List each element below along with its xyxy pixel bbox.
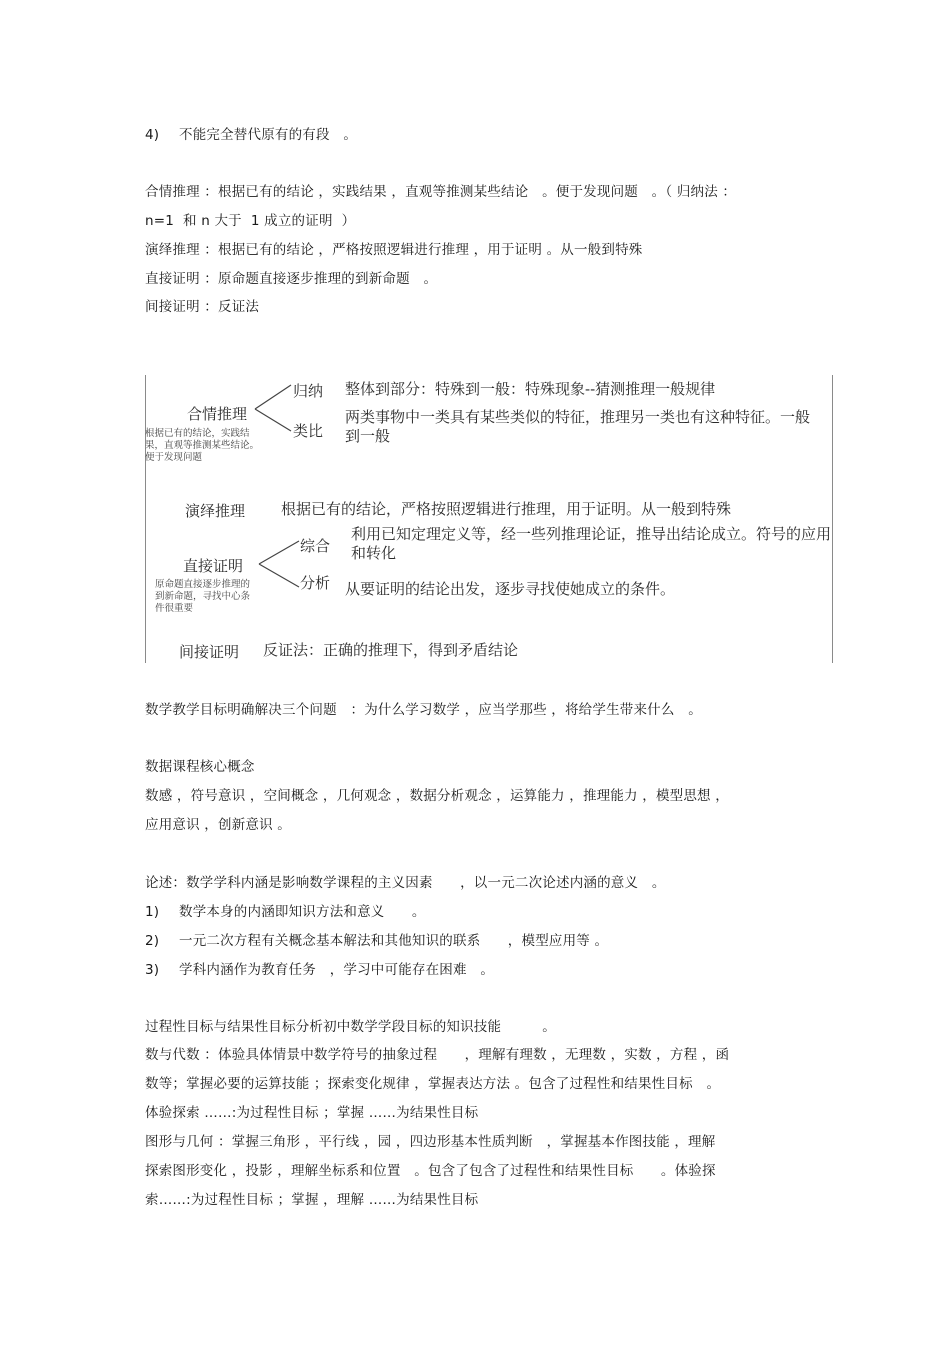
essay-item-3-number: 3) — [145, 962, 160, 978]
essay-item-2-number: 2) — [145, 933, 160, 949]
essay-item-3-text: 学科内涵作为教育任务 ，学习中可能存在困难 。 — [179, 962, 495, 978]
leibi-desc: 两类事物中一类具有某些类似的特征，推理另一类也有这种特征。一般到一般 — [345, 408, 811, 445]
core-title: 数据课程核心概念 — [145, 759, 255, 775]
process-line-6: 索……:为过程性目标 ；掌握 ，理解 ……为结果性目标 — [145, 1192, 479, 1208]
heqing-brace — [253, 379, 293, 439]
essay-item-3 — [145, 961, 494, 979]
item-4 — [145, 126, 357, 144]
reasoning-diagram — [145, 375, 833, 663]
jianjie-desc: 反证法：正确的推理下，得到矛盾结论 — [263, 641, 519, 659]
yanyi-desc: 根据已有的结论，严格按照逻辑进行推理，用于证明。从一般到特殊 — [281, 500, 732, 518]
heqing-line-1: 合情推理 ：根据已有的结论 ，实践结果 ，直观等推测某些结论 。便于发现问题 。（ 归纳法 ： — [145, 184, 737, 200]
zonghe-desc: 利用已知定理定义等，经一些列推理论证，推导出结论成立。符号的应用和转化 — [351, 525, 832, 562]
zonghe-label: 综合 — [300, 537, 331, 555]
yanyi-line: 演绎推理 ：根据已有的结论 ，严格按照逻辑进行推理 ，用于证明 。从一般到特殊 — [145, 242, 643, 258]
yanyi-label: 演绎推理 — [185, 502, 246, 520]
process-title: 过程性目标与结果性目标分析初中数学学段目标的知识技能 。 — [145, 1019, 556, 1035]
core-line-1: 数感 ，符号意识 ，空间概念 ，几何观念 ，数据分析观念 ，运算能力 ，推理能力 ，模型思想 ， — [145, 788, 729, 804]
essay-item-2-text: 一元二次方程有关概念基本解法和其他知识的联系 ，模型应用等 。 — [179, 933, 609, 949]
process-line-4: 图形与几何 ：掌握三角形 ，平行线 ，园 ，四边形基本性质判断 ，掌握基本作图技能 ，理解 — [145, 1134, 716, 1150]
diagram-right-border — [832, 375, 833, 663]
essay-intro: 论述：数学学科内涵是影响数学课程的主义因素 ，以一元二次论述内涵的意义 。 — [145, 875, 666, 891]
essay-item-1 — [145, 903, 426, 921]
process-line-1: 数与代数 ：体验具体情景中数学符号的抽象过程 ，理解有理数 ，无理数 ，实数 ，方程 ，函 — [145, 1047, 730, 1063]
essay-item-1-text: 数学本身的内涵即知识方法和意义 。 — [179, 904, 426, 920]
zhijie-label: 直接证明 — [183, 557, 244, 575]
three-questions: 数学教学目标明确解决三个问题 ：为什么学习数学 ，应当学那些 ，将给学生带来什么 。 — [145, 702, 702, 718]
item-4-number: 4) — [145, 127, 160, 143]
fenxi-label: 分析 — [300, 574, 331, 592]
process-line-5: 探索图形变化 ，投影 ，理解坐标系和位置 。包含了包含了过程性和结果性目标 。体验探 — [145, 1163, 716, 1179]
heqing-note: 根据已有的结论，实践结果，直观等推测某些结论。便于发现问题 — [145, 428, 260, 463]
zhijie-note: 原命题直接逐步推理的到新命题，寻找中心条件很重要 — [155, 579, 251, 614]
process-line-2: 数等；掌握必要的运算技能 ；探索变化规律 ，掌握表达方法 。包含了过程性和结果性目标 。 — [145, 1076, 721, 1092]
zhijie-brace — [257, 535, 301, 593]
leibi-label: 类比 — [293, 422, 324, 440]
item-4-text: 不能完全替代原有的有段 。 — [179, 127, 358, 143]
heqing-label: 合情推理 — [187, 405, 248, 423]
diagram-left-border — [145, 375, 146, 663]
zhijie-line: 直接证明 ：原命题直接逐步推理的到新命题 。 — [145, 271, 438, 287]
essay-item-2 — [145, 932, 608, 950]
jianjie-label: 间接证明 — [179, 643, 240, 661]
fenxi-desc: 从要证明的结论出发，逐步寻找使她成立的条件。 — [345, 580, 676, 598]
essay-item-1-number: 1) — [145, 904, 160, 920]
jianjie-line: 间接证明 ：反证法 — [145, 299, 260, 315]
core-line-2: 应用意识 ，创新意识 。 — [145, 817, 291, 833]
guina-desc: 整体到部分：特殊到一般：特殊现象--猜测推理一般规律 — [345, 380, 716, 398]
process-line-3: 体验探索 ……:为过程性目标 ；掌握 ……为结果性目标 — [145, 1105, 479, 1121]
guina-label: 归纳 — [293, 382, 324, 400]
heqing-line-2: n=1 和 n 大于 1 成立的证明 ） — [145, 213, 356, 229]
